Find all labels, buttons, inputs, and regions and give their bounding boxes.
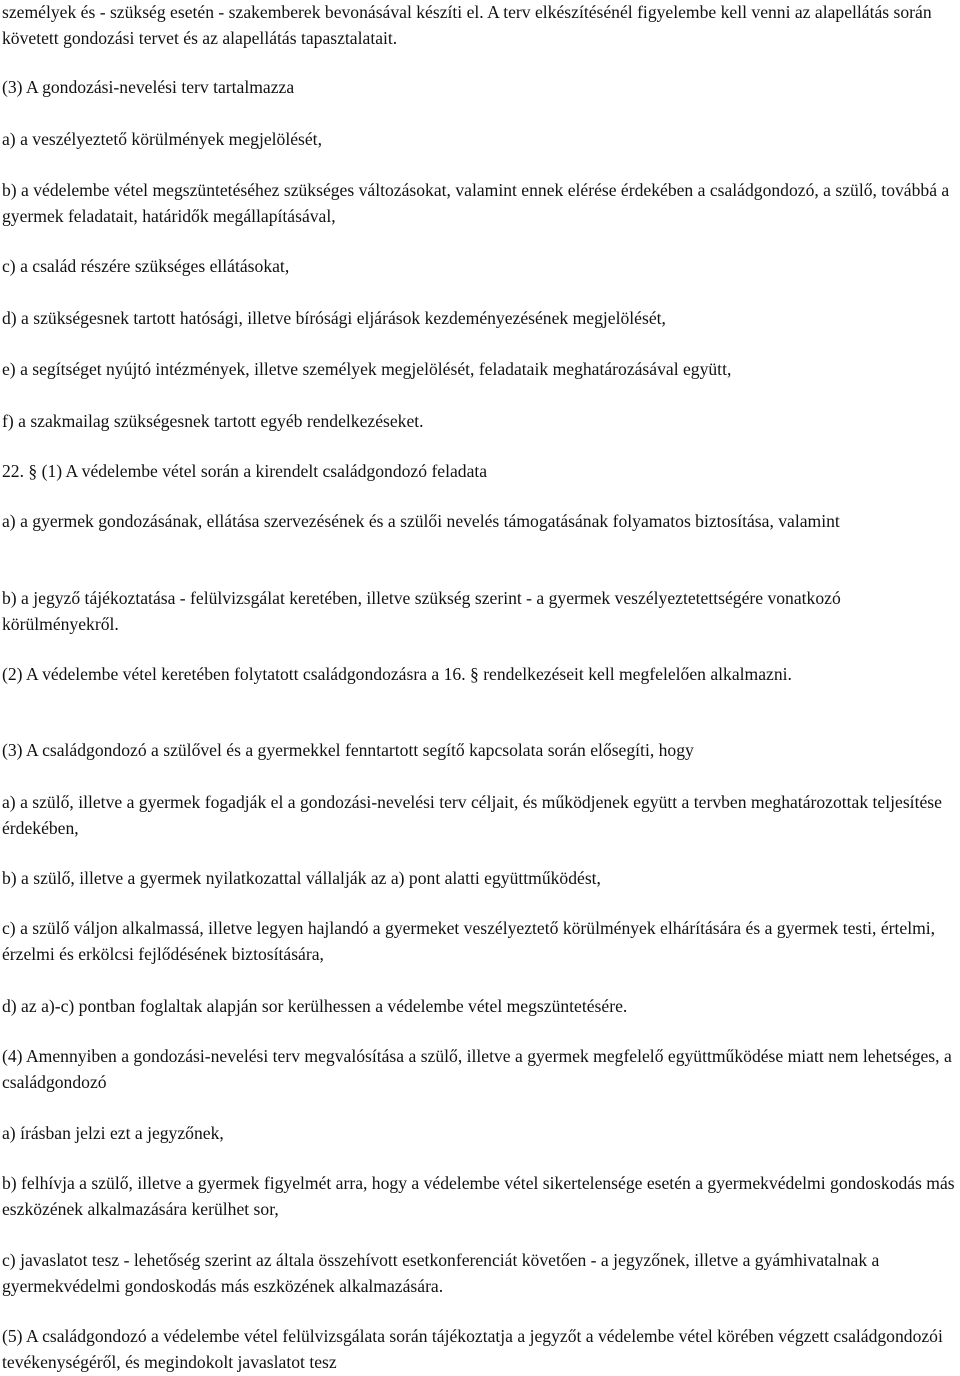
- paragraph-section-22-4-item-a: a) írásban jelzi ezt a jegyzőnek,: [2, 1123, 224, 1143]
- paragraph-plan-contents-heading: (3) A gondozási-nevelési terv tartalmazza: [2, 77, 295, 97]
- paragraph-section-22-4-item-b: b) felhívja a szülő, illetve a gyermek figyelmét arra, hogy a védelembe vétel sikertelensége esetén a gyermekvédelmi gondoskodás más eszközének alkalmazására kerülhet sor,: [2, 1173, 955, 1219]
- paragraph-section-22-5: (5) A családgondozó a védelembe vétel felülvizsgálata során tájékoztatja a jegyzőt a védelembe vétel körében végzett családgondozói tevékenységéről, és megindokolt javaslatot tesz: [2, 1326, 943, 1372]
- paragraph-section-22-item-a: a) a gyermek gondozásának, ellátása szervezésének és a szülői nevelés támogatásának folyamatos biztosítása, valamint: [2, 511, 840, 531]
- paragraph-item-a: a) a veszélyeztető körülmények megjelölését,: [2, 129, 322, 149]
- paragraph-item-b: b) a védelembe vétel megszüntetéséhez szükséges változásokat, valamint ennek elérése érdekében a családgondozó, a szülő, továbbá a gyermek feladatait, határidők megállapításával,: [2, 180, 950, 226]
- paragraph-section-22-3-heading: (3) A családgondozó a szülővel és a gyermekkel fenntartott segítő kapcsolata során elősegíti, hogy: [2, 740, 694, 760]
- paragraph-section-22-item-b: b) a jegyző tájékoztatása - felülvizsgálat keretében, illetve szükség szerint - a gyermek veszélyeztetettségére vonatkozó körülményekről.: [2, 588, 841, 634]
- paragraph-item-d: d) a szükségesnek tartott hatósági, illetve bírósági eljárások kezdeményezésének megjelölését,: [2, 308, 666, 328]
- paragraph-item-f: f) a szakmailag szükségesnek tartott egyéb rendelkezéseket.: [2, 411, 424, 431]
- paragraph-section-22-3-item-c: c) a szülő váljon alkalmassá, illetve legyen hajlandó a gyermeket veszélyeztető körülmények elhárítására és a gyermek testi, értelmi, érzelmi és erkölcsi fejlődésének biztosítására,: [2, 918, 936, 964]
- paragraph-item-e: e) a segítséget nyújtó intézmények, illetve személyek megjelölését, feladataik meghatározásával együtt,: [2, 359, 732, 379]
- paragraph-section-22-3-item-b: b) a szülő, illetve a gyermek nyilatkozattal vállalják az a) pont alatti együttműködést,: [2, 868, 601, 888]
- paragraph-section-22-4-item-c: c) javaslatot tesz - lehetőség szerint az általa összehívott esetkonferenciát követően - a jegyzőnek, illetve a gyámhivatalnak a gyermekvédelmi gondoskodás más eszközének alkalmazására.: [2, 1250, 880, 1296]
- paragraph-section-22-heading: 22. § (1) A védelembe vétel során a kirendelt családgondozó feladata: [2, 461, 488, 481]
- paragraph-section-22-4-heading: (4) Amennyiben a gondozási-nevelési terv megvalósítása a szülő, illetve a gyermek megfelelő együttműködése miatt nem lehetséges, a családgondozó: [2, 1046, 952, 1092]
- paragraph-section-22-2: (2) A védelembe vétel keretében folytatott családgondozásra a 16. § rendelkezéseit kell megfelelően alkalmazni.: [2, 664, 792, 684]
- paragraph-section-22-3-item-d: d) az a)-c) pontban foglaltak alapján sor kerülhessen a védelembe vétel megszüntetésére.: [2, 996, 628, 1016]
- paragraph-item-c: c) a család részére szükséges ellátásokat,: [2, 256, 290, 276]
- paragraph-intro-continuation: személyek és - szükség esetén - szakemberek bevonásával készíti el. A terv elkészítésénél figyelembe kell venni az alapellátás során követett gondozási tervet és az alapellátás tapasztalatait.: [2, 2, 932, 48]
- paragraph-section-22-3-item-a: a) a szülő, illetve a gyermek fogadják el a gondozási-nevelési terv céljait, és működjenek együtt a tervben meghatározottak teljesítése érdekében,: [2, 792, 942, 838]
